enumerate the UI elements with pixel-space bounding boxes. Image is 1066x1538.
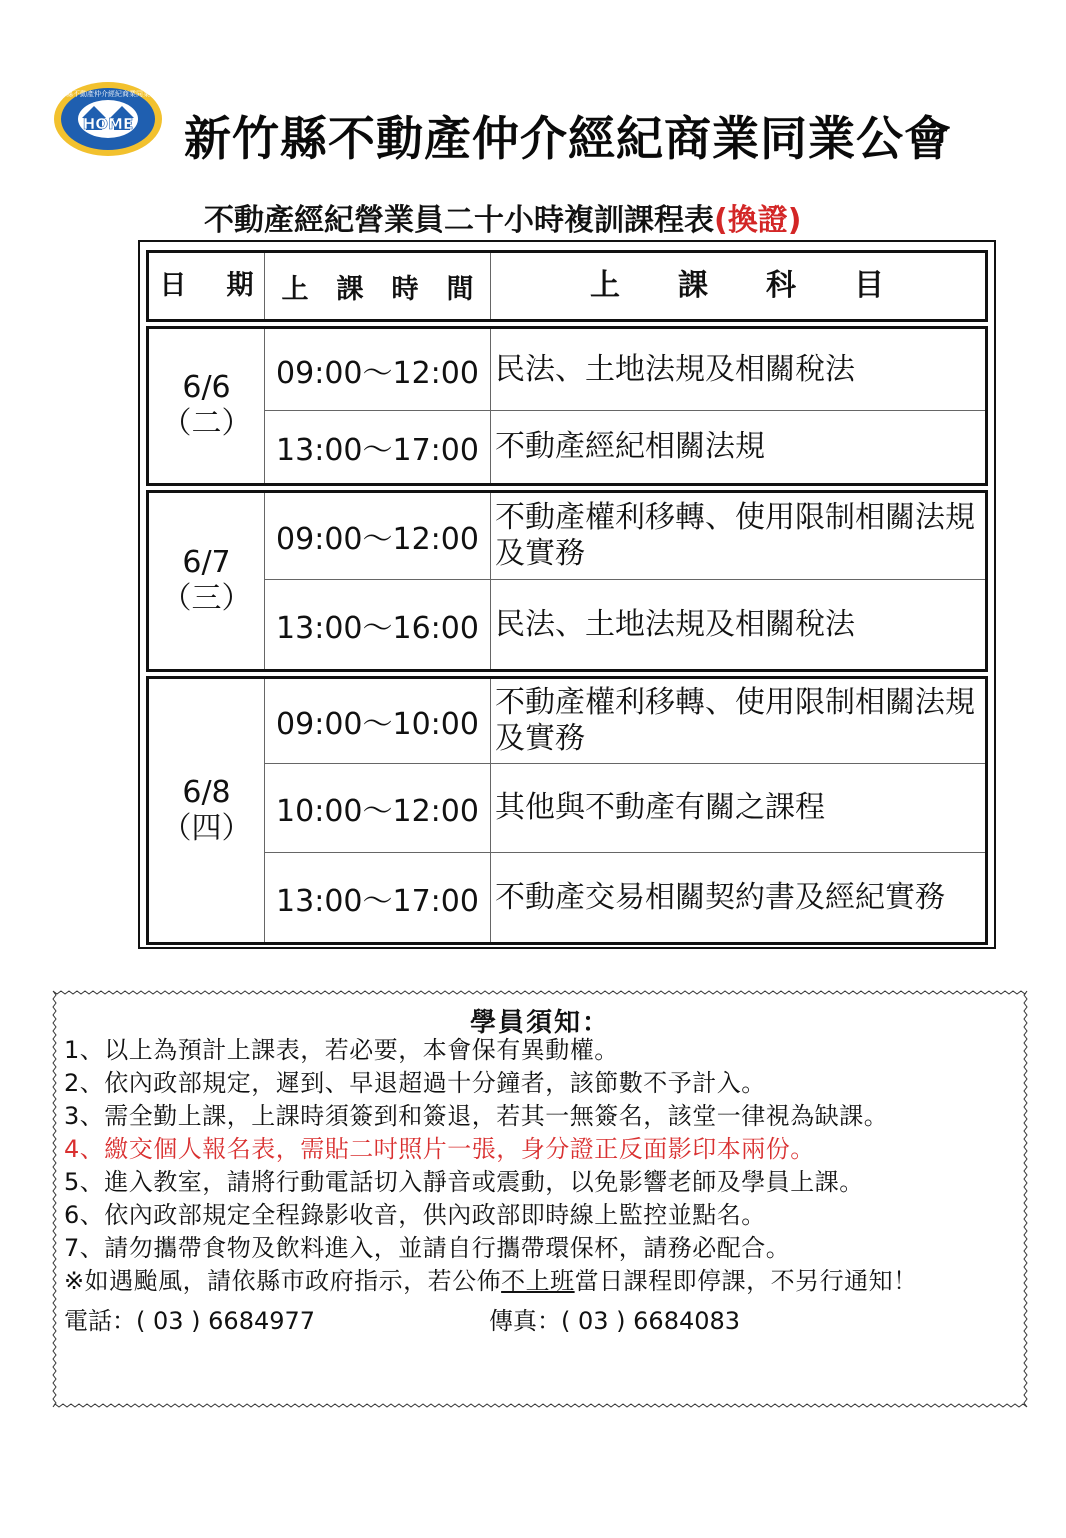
subject-cell: 不動產經紀相關法規 bbox=[495, 429, 765, 464]
weekday-label: （三） bbox=[161, 581, 252, 616]
subtitle-accent: (換證) bbox=[714, 203, 802, 238]
header bbox=[48, 74, 1038, 174]
typhoon-text-before: ※如遇颱風，請依縣市政府指示，若公佈 bbox=[64, 1267, 502, 1295]
header-subject-label: 上課科目 bbox=[590, 268, 942, 303]
typhoon-text-underlined: 不上班 bbox=[501, 1267, 575, 1295]
notice-item: 2、依內政部規定，遲到、早退超過十分鐘者，該節數不予計入。 bbox=[64, 1069, 766, 1097]
notice-title: 學員須知： bbox=[469, 1008, 610, 1038]
time-cell: 10:00～12:00 bbox=[265, 764, 491, 852]
contact-info bbox=[64, 1301, 741, 1336]
time-cell: 09:00～12:00 bbox=[265, 329, 491, 410]
header-date-label: 日期 bbox=[159, 270, 294, 301]
day-block-6-8 bbox=[146, 676, 988, 945]
time-cell: 09:00～10:00 bbox=[265, 679, 491, 763]
time-cell: 13:00～17:00 bbox=[265, 411, 491, 483]
subject-cell: 不動產交易相關契約書及經紀實務 bbox=[495, 879, 945, 915]
date-cell bbox=[149, 493, 265, 669]
time-cell: 09:00～12:00 bbox=[265, 493, 491, 579]
header-time bbox=[265, 253, 502, 319]
time-cell: 13:00～17:00 bbox=[265, 853, 491, 942]
weekday-label: （四） bbox=[161, 810, 252, 846]
phone-number: 電話：( 03 ) 6684977 bbox=[64, 1307, 316, 1335]
header-date bbox=[149, 253, 294, 319]
day-block-6-7 bbox=[146, 490, 988, 672]
schedule-header-row bbox=[146, 250, 988, 322]
weekday-label: （二） bbox=[161, 406, 252, 441]
notice-item-highlight: 4、繳交個人報名表，需貼二吋照片一張，身分證正反面影印本兩份。 bbox=[64, 1135, 815, 1163]
notice-item: 5、進入教室，請將行動電話切入靜音或震動，以免影響老師及學員上課。 bbox=[64, 1168, 864, 1196]
page-title bbox=[204, 195, 801, 239]
notice-item: 3、需全勤上課，上課時須簽到和簽退，若其一無簽名，該堂一律視為缺課。 bbox=[64, 1102, 889, 1130]
header-time-label: 上課時間 bbox=[281, 273, 502, 305]
subject-cell: 民法、土地法規及相關稅法 bbox=[495, 606, 855, 642]
subtitle-main: 不動產經紀營業員二十小時複訓課程表 bbox=[204, 203, 714, 238]
logo-text: 新竹縣不動產仲介經紀商業同業公會 bbox=[52, 90, 164, 98]
notice-item: 7、請勿攜帶食物及飲料進入，並請自行攜帶環保杯，請務必配合。 bbox=[64, 1234, 791, 1262]
subject-cell: 民法、土地法規及相關稅法 bbox=[495, 351, 855, 387]
notice-list bbox=[64, 1034, 918, 1298]
date-label: 6/8 bbox=[182, 774, 231, 810]
typhoon-text-after: 當日課程即停課，不另行通知！ bbox=[574, 1267, 918, 1295]
date-cell bbox=[149, 329, 265, 483]
date-label: 6/7 bbox=[182, 545, 231, 580]
fax-number: 傳真：( 03 ) 6684083 bbox=[489, 1307, 741, 1335]
date-label: 6/6 bbox=[182, 370, 231, 405]
subject-cell: 其他與不動產有關之課程 bbox=[495, 790, 825, 825]
typhoon-notice bbox=[64, 1265, 918, 1298]
date-cell bbox=[149, 679, 265, 942]
org-title: 新竹縣不動產仲介經紀商業同業公會 bbox=[184, 112, 952, 167]
notice-item: 1、以上為預計上課表，若必要，本會保有異動權。 bbox=[64, 1036, 619, 1064]
header-subject bbox=[491, 253, 985, 319]
logo-word: HOME bbox=[82, 115, 134, 133]
association-logo bbox=[52, 80, 164, 158]
day-block-6-6 bbox=[146, 326, 988, 486]
time-cell: 13:00～16:00 bbox=[265, 580, 491, 669]
schedule-table bbox=[138, 240, 996, 949]
notice-item: 6、依內政部規定全程錄影收音，供內政部即時線上監控並點名。 bbox=[64, 1201, 766, 1229]
subject-cell: 不動產權利移轉、使用限制相關法規及實務 bbox=[495, 685, 975, 756]
notice-box bbox=[50, 988, 1030, 1410]
subject-cell: 不動產權利移轉、使用限制相關法規及實務 bbox=[495, 500, 975, 571]
